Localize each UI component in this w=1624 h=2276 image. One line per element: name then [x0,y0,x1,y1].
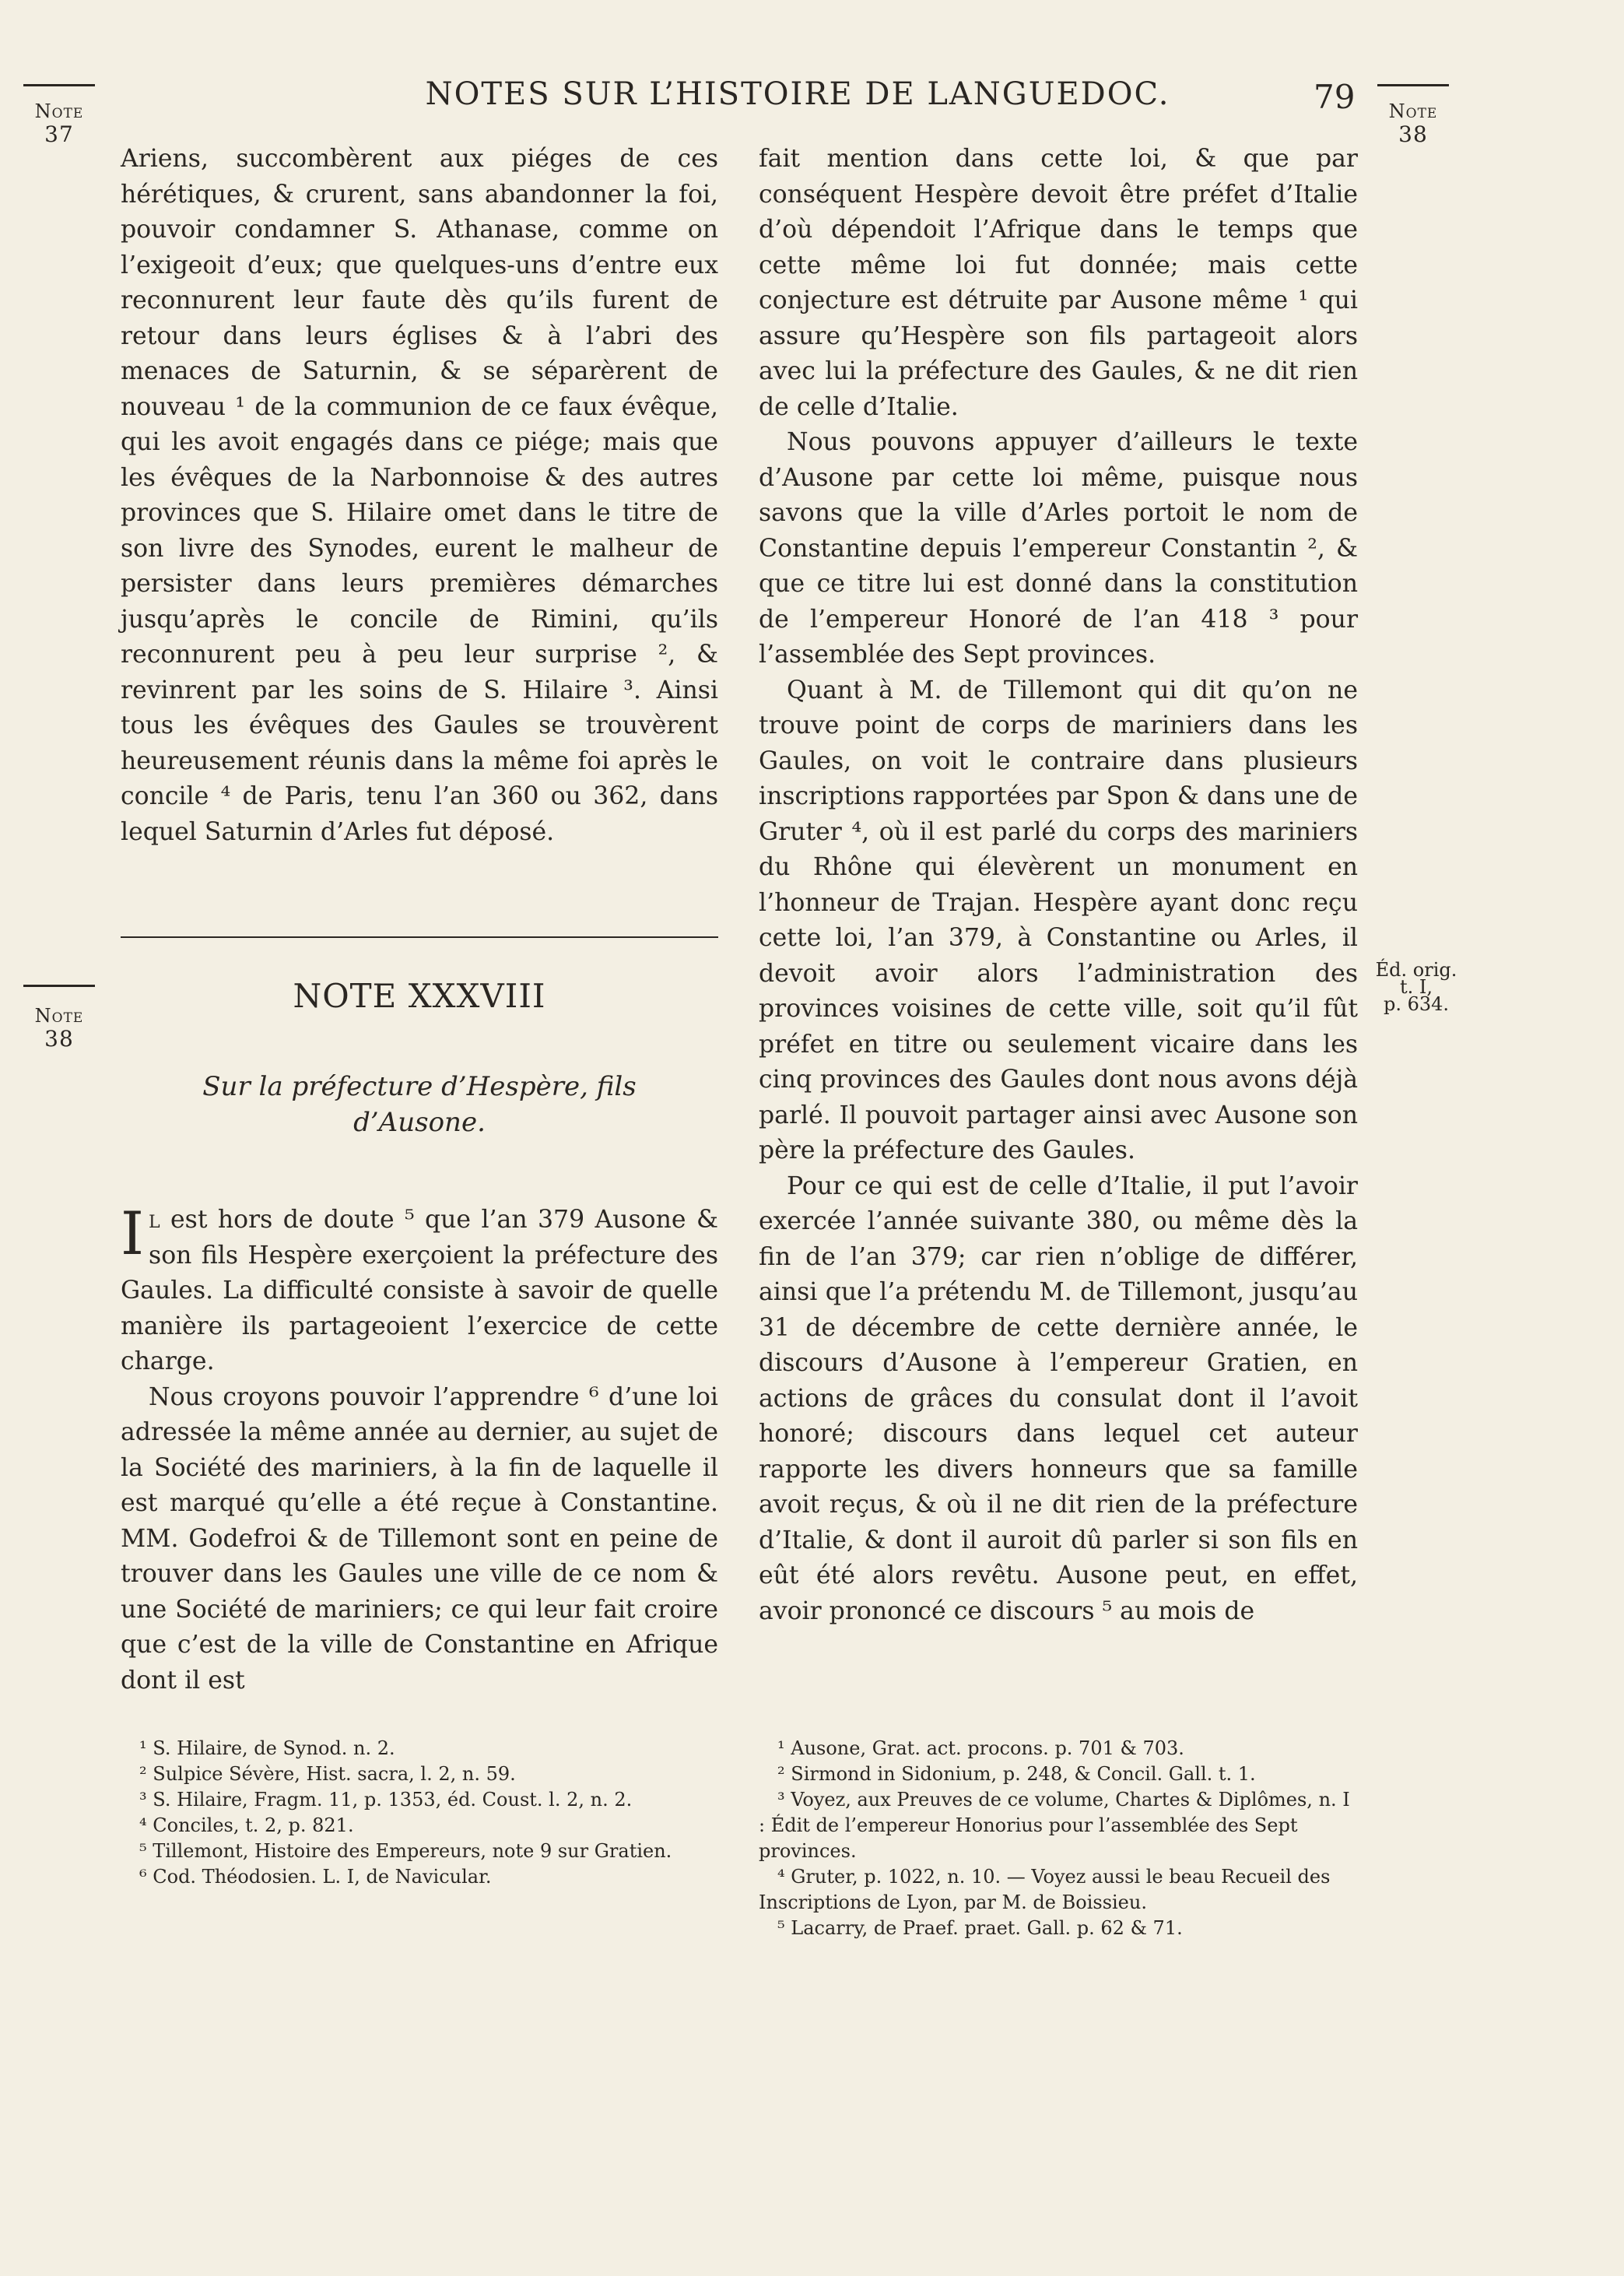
margin-note-top-left [22,100,96,146]
margin-note-mid-left [22,1004,96,1051]
note-subtitle [121,1069,718,1140]
margin-note-number: 38 [44,1026,74,1052]
footnote: ¹ Ausone, Grat. act. procons. p. 701 & 703. [777,1737,1184,1759]
edition-original-reference [1370,961,1463,1013]
page-number: 79 [1314,78,1356,116]
ed-orig-line3: p. 634. [1383,993,1450,1015]
margin-rule-top-right [1377,84,1449,86]
left-column-note38 [121,1199,718,1698]
margin-note-label: Note [34,1005,84,1027]
footnote: ³ Voyez, aux Preuves de ce volume, Chartes & Diplômes, n. I : Édit de l’empereur Honorius pour l’assemblée des Sept provinces. [759,1789,1350,1862]
footnote: ⁴ Gruter, p. 1022, n. 10. — Voyez aussi le beau Recueil des Inscriptions de Lyon, par M. de Boissieu. [759,1866,1331,1913]
note-subtitle-line2: d’Ausone. [353,1107,486,1138]
paragraph: Ariens, succombèrent aux piéges de ces hérétiques, & crurent, sans abandonner la foi, pouvoir condamner S. Athanase, comme on l’exigeoit d’eux; que quelques-uns d’entre eux reconnurent leur faute dès qu’ils furent de retour dans leurs églises & à l’abri des menaces de Saturnin, & se séparèrent de nouveau ¹ de la communion de ce faux évêque, qui les avoit engagés dans ce piége; mais que les évêques de la Narbonnoise & des autres provinces que S. Hilaire omet dans le titre de son livre des Synodes, eurent le malheur de persister dans leurs premières démarches jusqu’après le concile de Rimini, qu’ils reconnurent peu à peu leur surprise ², & revinrent par les soins de S. Hilaire ³. Ainsi tous les évêques des Gaules se trouvèrent heureusement réunis dans la même foi après le concile ⁴ de Paris, tenu l’an 360 ou 362, dans lequel Saturnin d’Arles fut déposé. [121,145,718,846]
note-subtitle-line1: Sur la préfecture d’Hespère, fils [202,1071,637,1102]
margin-note-label: Note [1388,100,1438,122]
footnotes-right [759,1736,1358,1941]
ed-orig-line2: t. I, [1399,976,1433,998]
paragraph [121,1199,718,1380]
footnote: ² Sulpice Sévère, Hist. sacra, l. 2, n. 59. [139,1763,516,1785]
running-head: NOTES SUR L’HISTOIRE DE LANGUEDOC. [425,76,1170,112]
footnote: ⁵ Lacarry, de Praef. praet. Gall. p. 62 & 71. [777,1917,1183,1939]
footnotes-left [121,1736,718,1890]
paragraph: Quant à M. de Tillemont qui dit qu’on ne trouve point de corps de mariniers dans les Gaules, on voit le contraire dans plusieurs inscriptions rapportées par Spon & dans une de Gruter ⁴, où il est parlé du corps des mariniers du Rhône qui élevèrent un monument en l’honneur de Trajan. Hespère ayant donc reçu cette loi, l’an 379, à Constantine ou Arles, il devoit avoir alors l’administration des provinces voisines de cette ville, soit qu’il fût préfet en titre ou seulement vicaire dans les cinq provinces des Gaules dont nous avons déjà parlé. Il pouvoit partager ainsi avec Ausone son père la préfecture des Gaules. [759,676,1358,1164]
right-column [759,142,1358,1629]
dropcap: I [121,1199,145,1268]
paragraph: fait mention dans cette loi, & que par conséquent Hespère devoit être préfet d’Italie d’où dépendoit l’Afrique dans le temps que cette même loi fut donnée; mais cette conjecture est détruite par Ausone même ¹ qui assure qu’Hespère son fils partageoit alors avec lui la préfecture des Gaules, & ne dit rien de celle d’Italie. [759,145,1358,421]
margin-note-label: Note [34,100,84,122]
footnote: ⁵ Tillemont, Histoire des Empereurs, note 9 sur Gratien. [139,1840,672,1862]
margin-note-number: 38 [1398,121,1428,147]
left-column-note37 [121,142,718,850]
margin-rule-top-left [23,84,95,86]
note-heading: NOTE XXXVIII [293,977,546,1015]
margin-note-number: 37 [44,121,74,147]
footnote: ³ S. Hilaire, Fragm. 11, p. 1353, éd. Coust. l. 2, n. 2. [139,1789,633,1811]
paragraph: Pour ce qui est de celle d’Italie, il put l’avoir exercée l’année suivante 380, ou même dès la fin de l’an 379; car rien n’oblige de différer, ainsi que l’a prétendu M. de Tillemont, jusqu’au 31 de décembre de cette dernière année, le discours d’Ausone à l’empereur Gratien, en actions de grâces du consulat dont il l’avoit honoré; discours dans lequel cet auteur rapporte les divers honneurs que sa famille avoit reçus, & où il ne dit rien de la préfecture d’Italie, & dont il auroit dû parler si son fils en eût été alors revêtu. Ausone peut, en effet, avoir prononcé ce discours ⁵ au mois de [759,1171,1358,1625]
paragraph-text: est hors de doute ⁵ que l’an 379 Ausone & son fils Hespère exerçoient la préfecture des Gaules. La difficulté consiste à savoir de quelle manière ils partageoient l’exercice de cette charge. [121,1206,718,1375]
footnote: ² Sirmond in Sidonium, p. 248, & Concil. Gall. t. 1. [777,1763,1256,1785]
dropcap-lead: l [149,1206,160,1234]
section-divider [121,936,718,938]
footnote: ⁴ Conciles, t. 2, p. 821. [139,1814,354,1836]
margin-rule-mid-left [23,985,95,987]
paragraph: Nous croyons pouvoir l’apprendre ⁶ d’une loi adressée la même année au dernier, au sujet de la Société des mariniers, à la fin de laquelle il est marqué qu’elle a été reçue à Constantine. MM. Godefroi & de Tillemont sont en peine de trouver dans les Gaules une ville de ce nom & une Société de mariniers; ce qui leur fait croire que c’est de la ville de Constantine en Afrique dont il est [121,1382,718,1695]
paragraph: Nous pouvons appuyer d’ailleurs le texte d’Ausone par cette loi même, puisque nous savons que la ville d’Arles portoit le nom de Constantine depuis l’empereur Constantin ², & que ce titre lui est donné dans la constitution de l’empereur Honoré de l’an 418 ³ pour l’assemblée des Sept provinces. [759,428,1358,669]
footnote: ⁶ Cod. Théodosien. L. I, de Navicular. [139,1866,492,1888]
footnote: ¹ S. Hilaire, de Synod. n. 2. [139,1737,395,1759]
ed-orig-line1: Éd. orig. [1375,959,1457,981]
margin-note-top-right [1376,100,1450,146]
